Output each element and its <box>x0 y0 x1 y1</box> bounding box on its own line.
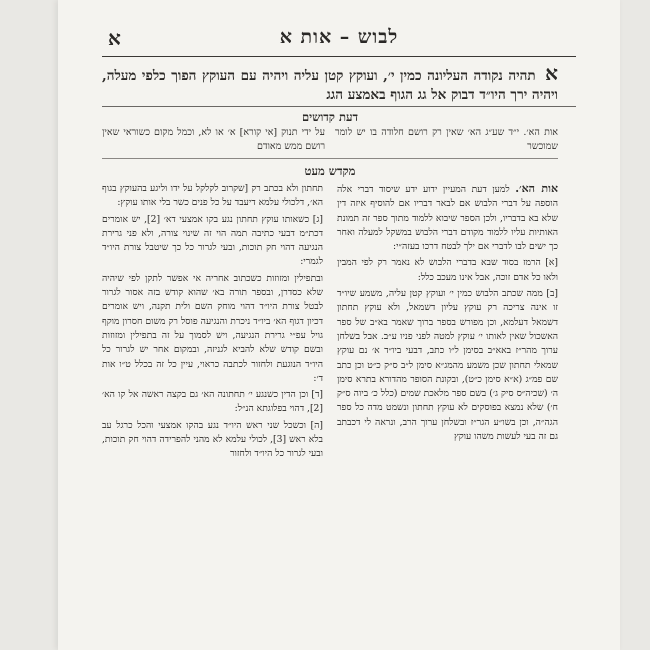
book-page <box>58 0 620 650</box>
main-text <box>102 61 558 105</box>
paragraph <box>102 213 323 270</box>
paragraph-text: [ה] וכשכל שני ראש היו״ד נגע בהקו אמצעי והכל כרגל עב בלא ראש [3], לכולי עלמא לא מהני להפרידה דהוי חק תוכות, ובעי לגרור כל היו״ד ולחזור <box>102 419 323 460</box>
paragraph <box>337 256 558 285</box>
section-divider <box>102 158 558 159</box>
paragraph-text: [א] הרמז בסוד שבא בדברי הלבוש לא נאמר רק לפי המבין ולאו כל אדם זוכה, אבל אינו מעכב כלל: <box>337 257 558 283</box>
paragraph <box>102 272 323 386</box>
paragraph-text: ובתפילין ומזוזות כשכתוב אחריה אי אפשר לתקן לפי שיהיה שלא כסדרן, ובספר תורה בא׳ שהוא קודש בזה אסור לגרור לבטל צורת היו״ד דהוי מוחק השם ולית תקנה, ויש אומרים דכיון דגוף הא׳ ביו״ד ניכרת והנגיעה פוסל רק משום חסרון מוקף גויל עפ״י גרירת הנגיעה, ויש לסמוך על זה בתפילין ומזוזות ובשם קודש שלא להביא לגניזה, ובמקום אחר יש לגרור כל היו״ד הנוגעת ולחזור לכתבה כראוי, עיין כל זה בכלל ט״ו אות ד׳: <box>102 272 323 384</box>
page-header <box>58 26 620 54</box>
intro-divider <box>102 106 576 107</box>
paragraph <box>337 287 558 444</box>
paragraph <box>102 182 323 211</box>
main-text-body: תהיה נקודה העליונה כמין י׳, ועוקץ קטן עליה ויהיה עם העוקץ הפוך כלפי מעלה, ויהיה ירך היו״ד דבוק אל גג הגוף באמצע הגג <box>102 68 558 103</box>
paragraph <box>102 419 323 462</box>
commentary-left-column <box>102 182 323 638</box>
page-title: לבוש – אות א <box>279 26 399 48</box>
paragraph-text: [ב] ממה שכתב הלבוש כמין י׳ ועוקץ קטן עליה, משמע שיו״ד זו אינה צריכה רק עוקץ עליון דשמאל, ולא עוקץ תחתון דשמאל דעלמא, וכן מפורש בספר ברוך שאמר בא״ב של ספר האשכול שאין לאותו י׳ עוקץ למטה לפני פניו ע״ב. אבל בשלחן ערוך מהר״ז באא״ב בסימן ל״ו כתב, דבעי ביו״ד א׳ נם עוקץ שמאלי תחתון שכן משמע מהמג״א סימן ל״ב ס״ק כ״ט וכן כתב שם פמ״ג (א״א סימן כ״ט), ובקונת הסופר מהדורא בתרא סימן ה׳ (שכיה״ס סיק ג׳) בשם ספר מלאכת שמים (כלל כ׳ ביוה ס״ק ח׳) שלא נמצא בפוסקים לא עוקץ תחתון ונשמט מדה כל ספר הגה״ה, וכן בשו״ע הגר״ז ובשלחן ערוך הרב, ונראה לי דכבתב גם זה בעי לעשות משהו עוקץ <box>337 288 558 443</box>
paragraph-lead: אות הא׳. <box>515 182 558 195</box>
section-heading-miqdash: מקדש מעט <box>304 164 356 178</box>
paragraph-text: למען דעת המעיין ידוע ידע שיסוד דברי אלה הוספה על דברי הלבוש אם לבאר דבריו אם להוסיף איזה דין שלא בא בדבריו, ולכן הספר שיבוא ללמוד מתוך ספר זה תמונת האותיות עליו ללמוד מקודם דברי הלבוש במשקל למעלה ואחר כך ישים לבו לדברי אם ילך לבטח דרכו בעזה״י: <box>337 184 558 253</box>
paragraph <box>337 182 558 254</box>
paragraph-text: [ג] כשאותו עוקץ תחתון נגע בקו אמצעי דא׳ [2], יש אומרים דכת״מ דבעי כתיבה תמה הוי זה שינוי צורה, ולא פני גרירת הנגיעה דהוי חק תוכות, ובעי לגרור כל כך שיטבל צורת היו״ד לגמרי: <box>102 213 323 268</box>
paragraph-text: [ד] וכן הדין כשנגע י׳ תחתונה הא׳ גם בקצה ראשה אל קו הא׳ [2], דהוי בפלוגתא הנ״ל: <box>102 389 323 415</box>
header-divider <box>102 56 576 57</box>
drop-cap-letter: א <box>545 61 558 85</box>
paragraph <box>102 388 323 417</box>
commentary-right-column <box>337 182 558 638</box>
daat-left-column: על ידי תנוק [אי קורא] א׳ או לא, וכמל מקום כשוראי שאין רושם ממש מאודם <box>102 127 325 152</box>
page-letter-marker: א <box>108 26 121 50</box>
paragraph-text: תחתון ולא בכתב רק [שקרוב לקלקל על ידו וליגע בהעוקץ בגוף הא׳, דלכולי עלמא דיעבד על כל פנים כשר בלי אותו עוקץ: <box>102 183 323 209</box>
daat-section <box>102 126 558 154</box>
commentary-columns <box>102 182 558 638</box>
daat-right-column: אות הא׳. י״ד שע״ג הא׳ שאין רק רושם חלודה בו יש לומר שמוכשר <box>335 127 558 152</box>
section-heading-daat: דעת קדושים <box>301 110 359 124</box>
